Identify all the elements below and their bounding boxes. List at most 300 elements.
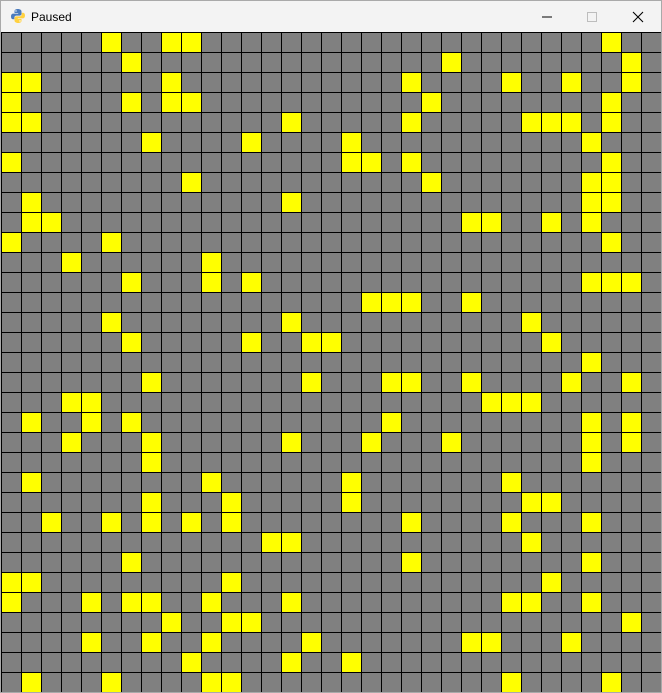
dead-cell[interactable] xyxy=(62,333,81,352)
dead-cell[interactable] xyxy=(402,573,421,592)
dead-cell[interactable] xyxy=(102,393,121,412)
alive-cell[interactable] xyxy=(122,333,141,352)
alive-cell[interactable] xyxy=(162,93,181,112)
life-grid-board[interactable] xyxy=(1,32,662,693)
dead-cell[interactable] xyxy=(462,673,481,692)
dead-cell[interactable] xyxy=(242,313,261,332)
dead-cell[interactable] xyxy=(402,333,421,352)
dead-cell[interactable] xyxy=(542,633,561,652)
dead-cell[interactable] xyxy=(142,553,161,572)
dead-cell[interactable] xyxy=(402,193,421,212)
dead-cell[interactable] xyxy=(242,33,261,52)
dead-cell[interactable] xyxy=(302,473,321,492)
alive-cell[interactable] xyxy=(22,113,41,132)
dead-cell[interactable] xyxy=(22,593,41,612)
dead-cell[interactable] xyxy=(562,573,581,592)
dead-cell[interactable] xyxy=(462,53,481,72)
dead-cell[interactable] xyxy=(222,553,241,572)
dead-cell[interactable] xyxy=(122,173,141,192)
dead-cell[interactable] xyxy=(322,293,341,312)
alive-cell[interactable] xyxy=(2,573,21,592)
dead-cell[interactable] xyxy=(582,113,601,132)
dead-cell[interactable] xyxy=(382,333,401,352)
dead-cell[interactable] xyxy=(62,153,81,172)
dead-cell[interactable] xyxy=(22,553,41,572)
dead-cell[interactable] xyxy=(182,313,201,332)
dead-cell[interactable] xyxy=(122,653,141,672)
dead-cell[interactable] xyxy=(422,493,441,512)
dead-cell[interactable] xyxy=(442,633,461,652)
dead-cell[interactable] xyxy=(522,93,541,112)
dead-cell[interactable] xyxy=(202,453,221,472)
dead-cell[interactable] xyxy=(302,273,321,292)
dead-cell[interactable] xyxy=(382,33,401,52)
dead-cell[interactable] xyxy=(462,513,481,532)
dead-cell[interactable] xyxy=(362,633,381,652)
dead-cell[interactable] xyxy=(422,153,441,172)
alive-cell[interactable] xyxy=(222,673,241,692)
dead-cell[interactable] xyxy=(222,193,241,212)
dead-cell[interactable] xyxy=(322,473,341,492)
dead-cell[interactable] xyxy=(482,293,501,312)
dead-cell[interactable] xyxy=(82,513,101,532)
dead-cell[interactable] xyxy=(262,253,281,272)
dead-cell[interactable] xyxy=(262,273,281,292)
dead-cell[interactable] xyxy=(442,253,461,272)
dead-cell[interactable] xyxy=(362,573,381,592)
dead-cell[interactable] xyxy=(42,53,61,72)
dead-cell[interactable] xyxy=(122,573,141,592)
dead-cell[interactable] xyxy=(642,313,661,332)
dead-cell[interactable] xyxy=(302,213,321,232)
dead-cell[interactable] xyxy=(402,453,421,472)
dead-cell[interactable] xyxy=(202,513,221,532)
dead-cell[interactable] xyxy=(302,293,321,312)
dead-cell[interactable] xyxy=(542,653,561,672)
dead-cell[interactable] xyxy=(322,193,341,212)
dead-cell[interactable] xyxy=(502,153,521,172)
dead-cell[interactable] xyxy=(482,533,501,552)
alive-cell[interactable] xyxy=(402,153,421,172)
alive-cell[interactable] xyxy=(462,373,481,392)
dead-cell[interactable] xyxy=(102,373,121,392)
alive-cell[interactable] xyxy=(582,353,601,372)
dead-cell[interactable] xyxy=(302,453,321,472)
dead-cell[interactable] xyxy=(362,213,381,232)
dead-cell[interactable] xyxy=(222,393,241,412)
dead-cell[interactable] xyxy=(622,153,641,172)
dead-cell[interactable] xyxy=(242,413,261,432)
dead-cell[interactable] xyxy=(622,633,641,652)
dead-cell[interactable] xyxy=(242,73,261,92)
dead-cell[interactable] xyxy=(422,313,441,332)
alive-cell[interactable] xyxy=(362,153,381,172)
dead-cell[interactable] xyxy=(62,33,81,52)
alive-cell[interactable] xyxy=(502,393,521,412)
alive-cell[interactable] xyxy=(122,593,141,612)
dead-cell[interactable] xyxy=(582,313,601,332)
dead-cell[interactable] xyxy=(182,373,201,392)
dead-cell[interactable] xyxy=(162,253,181,272)
dead-cell[interactable] xyxy=(382,193,401,212)
dead-cell[interactable] xyxy=(42,433,61,452)
dead-cell[interactable] xyxy=(322,213,341,232)
dead-cell[interactable] xyxy=(342,73,361,92)
dead-cell[interactable] xyxy=(622,593,641,612)
dead-cell[interactable] xyxy=(62,453,81,472)
alive-cell[interactable] xyxy=(342,493,361,512)
dead-cell[interactable] xyxy=(162,53,181,72)
dead-cell[interactable] xyxy=(262,153,281,172)
alive-cell[interactable] xyxy=(562,633,581,652)
dead-cell[interactable] xyxy=(322,513,341,532)
alive-cell[interactable] xyxy=(502,513,521,532)
dead-cell[interactable] xyxy=(142,333,161,352)
dead-cell[interactable] xyxy=(362,453,381,472)
alive-cell[interactable] xyxy=(542,573,561,592)
dead-cell[interactable] xyxy=(62,673,81,692)
dead-cell[interactable] xyxy=(362,373,381,392)
dead-cell[interactable] xyxy=(342,633,361,652)
dead-cell[interactable] xyxy=(482,193,501,212)
dead-cell[interactable] xyxy=(142,613,161,632)
dead-cell[interactable] xyxy=(402,413,421,432)
dead-cell[interactable] xyxy=(262,473,281,492)
dead-cell[interactable] xyxy=(562,493,581,512)
dead-cell[interactable] xyxy=(222,273,241,292)
dead-cell[interactable] xyxy=(342,173,361,192)
dead-cell[interactable] xyxy=(222,593,241,612)
dead-cell[interactable] xyxy=(562,33,581,52)
dead-cell[interactable] xyxy=(642,133,661,152)
dead-cell[interactable] xyxy=(282,573,301,592)
dead-cell[interactable] xyxy=(602,133,621,152)
dead-cell[interactable] xyxy=(302,613,321,632)
dead-cell[interactable] xyxy=(582,333,601,352)
dead-cell[interactable] xyxy=(362,493,381,512)
dead-cell[interactable] xyxy=(2,553,21,572)
dead-cell[interactable] xyxy=(62,133,81,152)
dead-cell[interactable] xyxy=(222,253,241,272)
alive-cell[interactable] xyxy=(582,173,601,192)
dead-cell[interactable] xyxy=(262,173,281,192)
dead-cell[interactable] xyxy=(502,453,521,472)
dead-cell[interactable] xyxy=(562,233,581,252)
dead-cell[interactable] xyxy=(282,553,301,572)
alive-cell[interactable] xyxy=(482,213,501,232)
dead-cell[interactable] xyxy=(282,613,301,632)
dead-cell[interactable] xyxy=(102,113,121,132)
dead-cell[interactable] xyxy=(542,133,561,152)
alive-cell[interactable] xyxy=(282,653,301,672)
dead-cell[interactable] xyxy=(62,473,81,492)
alive-cell[interactable] xyxy=(442,53,461,72)
dead-cell[interactable] xyxy=(62,73,81,92)
dead-cell[interactable] xyxy=(262,353,281,372)
dead-cell[interactable] xyxy=(582,533,601,552)
dead-cell[interactable] xyxy=(522,193,541,212)
dead-cell[interactable] xyxy=(42,593,61,612)
dead-cell[interactable] xyxy=(102,453,121,472)
dead-cell[interactable] xyxy=(302,593,321,612)
dead-cell[interactable] xyxy=(482,673,501,692)
dead-cell[interactable] xyxy=(402,533,421,552)
dead-cell[interactable] xyxy=(382,533,401,552)
dead-cell[interactable] xyxy=(82,673,101,692)
dead-cell[interactable] xyxy=(202,33,221,52)
dead-cell[interactable] xyxy=(182,473,201,492)
dead-cell[interactable] xyxy=(142,233,161,252)
dead-cell[interactable] xyxy=(62,353,81,372)
dead-cell[interactable] xyxy=(42,333,61,352)
dead-cell[interactable] xyxy=(62,493,81,512)
dead-cell[interactable] xyxy=(322,93,341,112)
dead-cell[interactable] xyxy=(82,233,101,252)
dead-cell[interactable] xyxy=(562,273,581,292)
dead-cell[interactable] xyxy=(302,153,321,172)
dead-cell[interactable] xyxy=(2,453,21,472)
alive-cell[interactable] xyxy=(302,633,321,652)
dead-cell[interactable] xyxy=(642,653,661,672)
dead-cell[interactable] xyxy=(2,53,21,72)
dead-cell[interactable] xyxy=(562,313,581,332)
dead-cell[interactable] xyxy=(262,513,281,532)
dead-cell[interactable] xyxy=(442,393,461,412)
dead-cell[interactable] xyxy=(342,253,361,272)
dead-cell[interactable] xyxy=(222,453,241,472)
dead-cell[interactable] xyxy=(162,173,181,192)
dead-cell[interactable] xyxy=(402,253,421,272)
alive-cell[interactable] xyxy=(122,413,141,432)
dead-cell[interactable] xyxy=(202,153,221,172)
dead-cell[interactable] xyxy=(122,633,141,652)
dead-cell[interactable] xyxy=(362,93,381,112)
title-bar[interactable] xyxy=(1,1,661,32)
dead-cell[interactable] xyxy=(522,613,541,632)
dead-cell[interactable] xyxy=(322,493,341,512)
alive-cell[interactable] xyxy=(82,413,101,432)
dead-cell[interactable] xyxy=(622,493,641,512)
dead-cell[interactable] xyxy=(622,553,641,572)
alive-cell[interactable] xyxy=(422,173,441,192)
alive-cell[interactable] xyxy=(242,613,261,632)
dead-cell[interactable] xyxy=(62,513,81,532)
dead-cell[interactable] xyxy=(522,73,541,92)
dead-cell[interactable] xyxy=(442,493,461,512)
dead-cell[interactable] xyxy=(622,353,641,372)
dead-cell[interactable] xyxy=(122,353,141,372)
alive-cell[interactable] xyxy=(282,193,301,212)
dead-cell[interactable] xyxy=(42,413,61,432)
alive-cell[interactable] xyxy=(462,213,481,232)
dead-cell[interactable] xyxy=(302,173,321,192)
dead-cell[interactable] xyxy=(482,233,501,252)
dead-cell[interactable] xyxy=(482,33,501,52)
dead-cell[interactable] xyxy=(322,273,341,292)
dead-cell[interactable] xyxy=(482,113,501,132)
alive-cell[interactable] xyxy=(602,193,621,212)
dead-cell[interactable] xyxy=(642,213,661,232)
dead-cell[interactable] xyxy=(382,453,401,472)
dead-cell[interactable] xyxy=(102,533,121,552)
dead-cell[interactable] xyxy=(122,233,141,252)
alive-cell[interactable] xyxy=(62,393,81,412)
dead-cell[interactable] xyxy=(622,673,641,692)
dead-cell[interactable] xyxy=(142,93,161,112)
alive-cell[interactable] xyxy=(222,613,241,632)
dead-cell[interactable] xyxy=(422,593,441,612)
dead-cell[interactable] xyxy=(62,293,81,312)
dead-cell[interactable] xyxy=(62,653,81,672)
alive-cell[interactable] xyxy=(142,513,161,532)
dead-cell[interactable] xyxy=(262,433,281,452)
dead-cell[interactable] xyxy=(302,533,321,552)
dead-cell[interactable] xyxy=(222,373,241,392)
dead-cell[interactable] xyxy=(382,113,401,132)
dead-cell[interactable] xyxy=(122,673,141,692)
dead-cell[interactable] xyxy=(62,413,81,432)
dead-cell[interactable] xyxy=(142,413,161,432)
alive-cell[interactable] xyxy=(122,53,141,72)
dead-cell[interactable] xyxy=(62,233,81,252)
dead-cell[interactable] xyxy=(222,153,241,172)
dead-cell[interactable] xyxy=(42,173,61,192)
dead-cell[interactable] xyxy=(622,193,641,212)
dead-cell[interactable] xyxy=(62,613,81,632)
dead-cell[interactable] xyxy=(562,133,581,152)
dead-cell[interactable] xyxy=(242,673,261,692)
dead-cell[interactable] xyxy=(162,533,181,552)
dead-cell[interactable] xyxy=(142,153,161,172)
dead-cell[interactable] xyxy=(442,73,461,92)
dead-cell[interactable] xyxy=(382,313,401,332)
alive-cell[interactable] xyxy=(282,533,301,552)
dead-cell[interactable] xyxy=(342,93,361,112)
dead-cell[interactable] xyxy=(122,213,141,232)
dead-cell[interactable] xyxy=(502,133,521,152)
dead-cell[interactable] xyxy=(262,493,281,512)
dead-cell[interactable] xyxy=(22,273,41,292)
dead-cell[interactable] xyxy=(182,133,201,152)
dead-cell[interactable] xyxy=(462,473,481,492)
dead-cell[interactable] xyxy=(422,673,441,692)
dead-cell[interactable] xyxy=(422,553,441,572)
dead-cell[interactable] xyxy=(462,393,481,412)
dead-cell[interactable] xyxy=(302,33,321,52)
dead-cell[interactable] xyxy=(602,393,621,412)
dead-cell[interactable] xyxy=(282,493,301,512)
dead-cell[interactable] xyxy=(582,673,601,692)
dead-cell[interactable] xyxy=(102,333,121,352)
dead-cell[interactable] xyxy=(242,173,261,192)
alive-cell[interactable] xyxy=(402,73,421,92)
dead-cell[interactable] xyxy=(62,113,81,132)
dead-cell[interactable] xyxy=(142,53,161,72)
dead-cell[interactable] xyxy=(162,653,181,672)
dead-cell[interactable] xyxy=(582,233,601,252)
dead-cell[interactable] xyxy=(362,513,381,532)
dead-cell[interactable] xyxy=(102,353,121,372)
dead-cell[interactable] xyxy=(2,173,21,192)
dead-cell[interactable] xyxy=(182,153,201,172)
dead-cell[interactable] xyxy=(302,93,321,112)
alive-cell[interactable] xyxy=(622,413,641,432)
dead-cell[interactable] xyxy=(362,593,381,612)
dead-cell[interactable] xyxy=(142,33,161,52)
dead-cell[interactable] xyxy=(502,573,521,592)
alive-cell[interactable] xyxy=(182,173,201,192)
dead-cell[interactable] xyxy=(642,393,661,412)
alive-cell[interactable] xyxy=(282,593,301,612)
dead-cell[interactable] xyxy=(322,453,341,472)
dead-cell[interactable] xyxy=(382,253,401,272)
alive-cell[interactable] xyxy=(202,593,221,612)
dead-cell[interactable] xyxy=(642,233,661,252)
dead-cell[interactable] xyxy=(442,533,461,552)
alive-cell[interactable] xyxy=(622,273,641,292)
dead-cell[interactable] xyxy=(542,393,561,412)
dead-cell[interactable] xyxy=(502,233,521,252)
dead-cell[interactable] xyxy=(42,533,61,552)
dead-cell[interactable] xyxy=(62,593,81,612)
dead-cell[interactable] xyxy=(562,173,581,192)
dead-cell[interactable] xyxy=(642,293,661,312)
dead-cell[interactable] xyxy=(562,333,581,352)
alive-cell[interactable] xyxy=(22,573,41,592)
dead-cell[interactable] xyxy=(402,213,421,232)
dead-cell[interactable] xyxy=(582,293,601,312)
dead-cell[interactable] xyxy=(502,533,521,552)
dead-cell[interactable] xyxy=(22,253,41,272)
dead-cell[interactable] xyxy=(562,293,581,312)
dead-cell[interactable] xyxy=(382,653,401,672)
dead-cell[interactable] xyxy=(122,373,141,392)
dead-cell[interactable] xyxy=(282,333,301,352)
dead-cell[interactable] xyxy=(562,433,581,452)
dead-cell[interactable] xyxy=(362,393,381,412)
alive-cell[interactable] xyxy=(282,113,301,132)
dead-cell[interactable] xyxy=(542,413,561,432)
dead-cell[interactable] xyxy=(22,33,41,52)
dead-cell[interactable] xyxy=(242,353,261,372)
dead-cell[interactable] xyxy=(642,253,661,272)
dead-cell[interactable] xyxy=(182,393,201,412)
alive-cell[interactable] xyxy=(102,313,121,332)
dead-cell[interactable] xyxy=(582,373,601,392)
dead-cell[interactable] xyxy=(122,533,141,552)
dead-cell[interactable] xyxy=(582,653,601,672)
dead-cell[interactable] xyxy=(582,93,601,112)
dead-cell[interactable] xyxy=(382,573,401,592)
dead-cell[interactable] xyxy=(642,73,661,92)
dead-cell[interactable] xyxy=(462,353,481,372)
dead-cell[interactable] xyxy=(542,513,561,532)
dead-cell[interactable] xyxy=(182,333,201,352)
dead-cell[interactable] xyxy=(2,673,21,692)
dead-cell[interactable] xyxy=(462,193,481,212)
dead-cell[interactable] xyxy=(522,33,541,52)
dead-cell[interactable] xyxy=(242,493,261,512)
dead-cell[interactable] xyxy=(362,313,381,332)
alive-cell[interactable] xyxy=(82,593,101,612)
dead-cell[interactable] xyxy=(202,613,221,632)
dead-cell[interactable] xyxy=(202,293,221,312)
dead-cell[interactable] xyxy=(402,433,421,452)
dead-cell[interactable] xyxy=(22,133,41,152)
alive-cell[interactable] xyxy=(622,73,641,92)
dead-cell[interactable] xyxy=(82,273,101,292)
alive-cell[interactable] xyxy=(122,553,141,572)
